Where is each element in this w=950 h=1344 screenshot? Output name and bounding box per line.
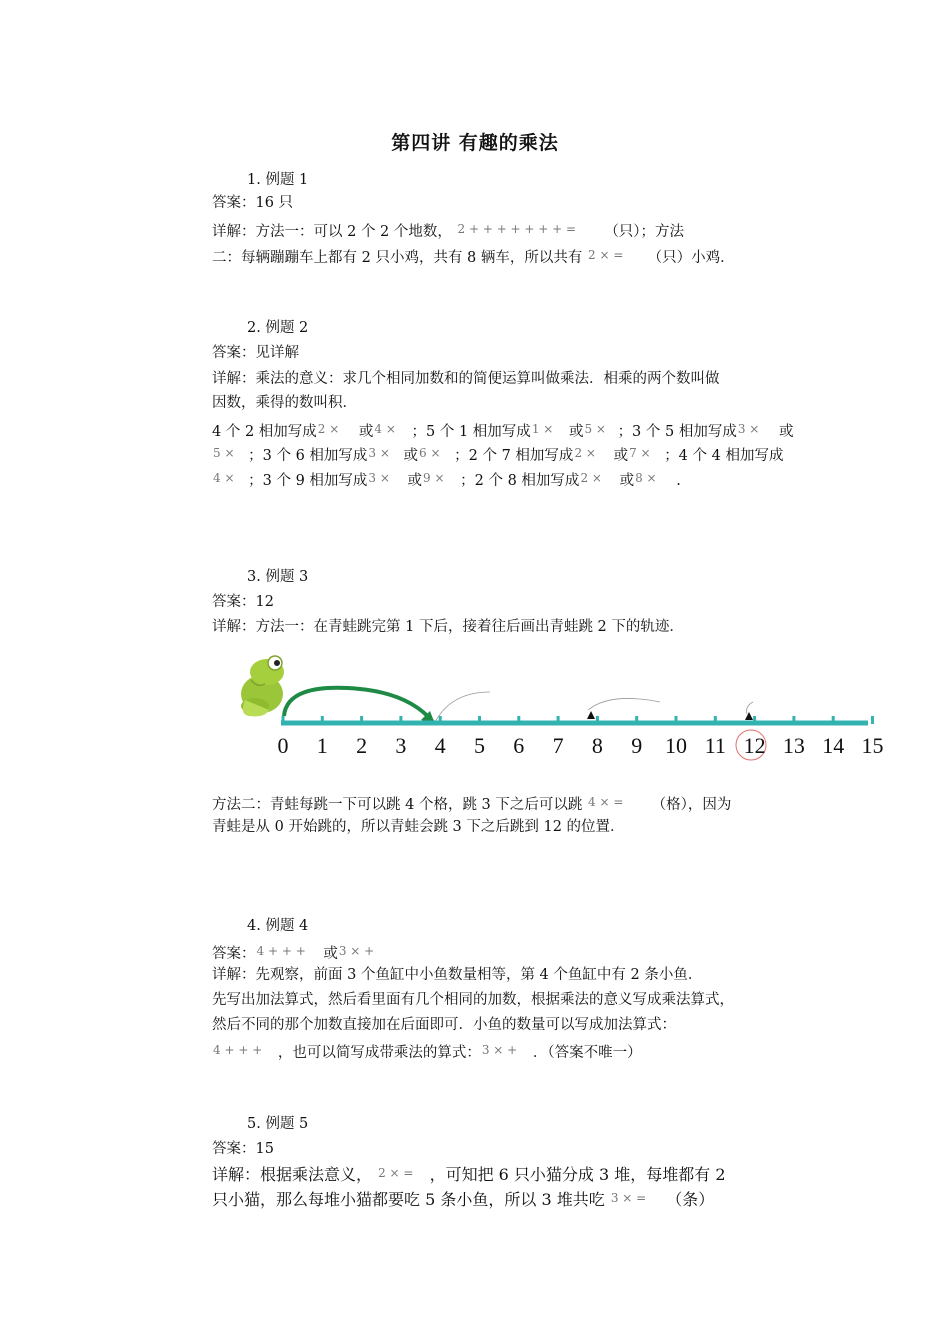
q2-r2-text: ；3 个 6 相加写成: [248, 448, 368, 464]
q2-r3-expr: 2 ×: [580, 471, 602, 485]
q5-l1-text: ，可知把 6 只小猫分成 3 堆，每堆都有 2: [429, 1165, 726, 1184]
q4-l4-text: ，也可以简写成带乘法的算式：: [277, 1045, 481, 1061]
q2-r1-text: 4 个 2 相加写成: [212, 424, 317, 440]
q2-r3-text: ；2 个 8 相加写成: [460, 473, 580, 489]
q2-r1-expr: 2 ×: [317, 422, 340, 436]
number-label: 1: [316, 733, 328, 758]
q4-l4-expr: 3 × +: [481, 1043, 518, 1057]
q2-r3-expr: 3 ×: [368, 471, 390, 485]
q4-line-1: 详解：先观察，前面 3 个鱼缸中小鱼数量相等，第 4 个鱼缸中有 2 条小鱼．: [212, 967, 703, 983]
number-labels: [278, 733, 884, 758]
q4-heading: 4. 例题 4: [247, 918, 309, 934]
q2-r2-text: ；2 个 7 相加写成: [454, 448, 574, 464]
q2-r3-expr: 4 ×: [213, 471, 235, 485]
sketch-arc: [434, 692, 490, 724]
q5-answer: 答案：15: [212, 1141, 274, 1157]
q2-answer: 答案：见详解: [212, 345, 299, 361]
q4-answer: [212, 941, 375, 964]
q5-l2-text: （条）: [666, 1190, 715, 1209]
q2-r3-expr: 9 ×: [423, 471, 445, 485]
q2-r2-expr: 7 ×: [629, 446, 651, 460]
number-label: 12: [743, 733, 766, 758]
q1-l1a: 详解：方法一：可以 2 个 2 个地数，: [212, 224, 452, 240]
q5-l2-expr: 3 × =: [610, 1191, 647, 1205]
q1-l2-expression: 2 × =: [588, 248, 624, 262]
number-label: 3: [395, 733, 407, 758]
q3-line-1: 详解：方法一：在青蛙跳完第 1 下后，接着往后画出青蛙跳 2 下的轨迹．: [212, 619, 684, 635]
q2-r3-expr: 8 ×: [635, 471, 657, 485]
q5-heading: 5. 例题 5: [247, 1116, 309, 1132]
q2-r1-or: 或: [358, 424, 374, 440]
sketch-arc: [588, 698, 660, 710]
q3-m2a: 方法二：青蛙每跳一下可以跳 4 个格，跳 3 下之后可以跳: [212, 797, 583, 813]
q1-line-2: [212, 245, 735, 268]
q2-r1-text: ；5 个 1 相加写成: [411, 424, 531, 440]
q2-row-2: [212, 443, 783, 466]
q4-l4-expr: 4 + + +: [213, 1043, 263, 1057]
number-label: 2: [356, 733, 368, 758]
q1-l1-expression: 2 + + + + + + + =: [457, 222, 577, 236]
number-label: 13: [782, 733, 805, 758]
number-label: 15: [861, 733, 884, 758]
q3-m2c: （格），因为: [651, 797, 732, 813]
q5-l2-text: 只小猫，那么每堆小猫都要吃 5 条小鱼，所以 3 堆共吃: [212, 1190, 605, 1209]
sketch-arc: [747, 702, 753, 714]
q2-r1-expr: 1 ×: [531, 422, 554, 436]
marker-triangle-icon: [587, 711, 595, 719]
q4-line-3: 然后不同的那个加数直接加在后面即可．小鱼的数量可以写成加法算式：: [212, 1017, 676, 1033]
number-label: 11: [704, 733, 726, 758]
q2-line-2: 因数，乘得的数叫积．: [212, 395, 357, 411]
q1-l2a: 二：每辆蹦蹦车上都有 2 只小鸡，共有 8 辆车，所以共有: [212, 250, 583, 266]
frog-number-line-figure: [235, 644, 885, 772]
q3-method-2: [212, 792, 731, 815]
q2-r1-expr: 5 ×: [584, 422, 606, 436]
q2-line-1: 详解：乘法的意义：求几个相同加数和的简便运算叫做乘法．相乘的两个数叫做: [212, 371, 720, 387]
q2-r1-text: ；3 个 5 相加写成: [617, 424, 737, 440]
q1-line-1: [212, 219, 684, 242]
q2-r3-or: 或: [619, 473, 635, 489]
q2-r2-expr: 6 ×: [419, 446, 441, 460]
number-label: 5: [474, 733, 485, 758]
q2-r2-expr: 5 ×: [213, 446, 235, 460]
q4-line-2: 先写出加法算式，然后看里面有几个相同的加数，根据乘法的意义写成乘法算式，: [212, 992, 734, 1008]
q3-answer: 答案：12: [212, 594, 274, 610]
page-title: 第四讲 有趣的乘法: [391, 132, 559, 154]
q4-answer-expr: 4 + + +: [256, 944, 306, 958]
number-label: 0: [277, 733, 289, 758]
q2-r2-expr: 2 ×: [574, 446, 596, 460]
q5-line-1: [212, 1163, 726, 1185]
q2-r2-or: 或: [403, 448, 419, 464]
q2-heading: 2. 例题 2: [247, 320, 309, 336]
frog-icon: [241, 656, 284, 716]
q5-line-2: [212, 1188, 714, 1210]
q2-row-3: [212, 468, 681, 491]
q2-row-1: [212, 419, 793, 442]
q2-r3-period: .: [676, 473, 681, 489]
number-label: 6: [513, 733, 525, 758]
frog-jump-arc: [284, 688, 433, 722]
number-label: 10: [665, 733, 687, 758]
q1-heading: 1. 例题 1: [247, 172, 309, 188]
q1-l2c: （只）小鸡．: [647, 250, 735, 266]
q2-r1-or: 或: [568, 424, 584, 440]
q4-l4-text: ．（答案不唯一）: [532, 1045, 642, 1061]
q2-r1-expr: 3 ×: [737, 422, 760, 436]
q5-l1-text: 详解：根据乘法意义，: [212, 1165, 373, 1184]
q1-answer: 答案：16 只: [212, 195, 294, 211]
q4-line-4: [212, 1040, 642, 1063]
q2-r1-expr: 4 ×: [374, 422, 396, 436]
q2-r1-or: 或: [778, 424, 794, 440]
q4-answer-label: 答案：: [212, 946, 256, 962]
q2-r3-text: ；3 个 9 相加写成: [248, 473, 368, 489]
number-label: 7: [552, 733, 564, 758]
number-label: 9: [631, 733, 643, 758]
q3-heading: 3. 例题 3: [247, 569, 309, 585]
number-label: 4: [434, 733, 446, 758]
marker-triangle-icon: [745, 712, 753, 720]
q4-answer-or: 或: [323, 946, 338, 962]
number-label: 8: [591, 733, 603, 758]
q4-answer-expr: 3 × +: [338, 944, 375, 958]
q2-r2-text: ；4 个 4 相加写成: [664, 448, 784, 464]
q2-r2-expr: 3 ×: [368, 446, 390, 460]
q2-r2-or: 或: [613, 448, 629, 464]
number-label: 14: [822, 733, 845, 758]
q3-method-2-line-2: 青蛙是从 0 开始跳的，所以青蛙会跳 3 下之后跳到 12 的位置．: [212, 819, 625, 835]
q2-r3-or: 或: [407, 473, 423, 489]
q5-l1-expr: 2 × =: [378, 1166, 414, 1180]
q1-l1c: （只）；方法: [604, 224, 685, 240]
q3-m2-expression: 4 × =: [588, 795, 624, 809]
